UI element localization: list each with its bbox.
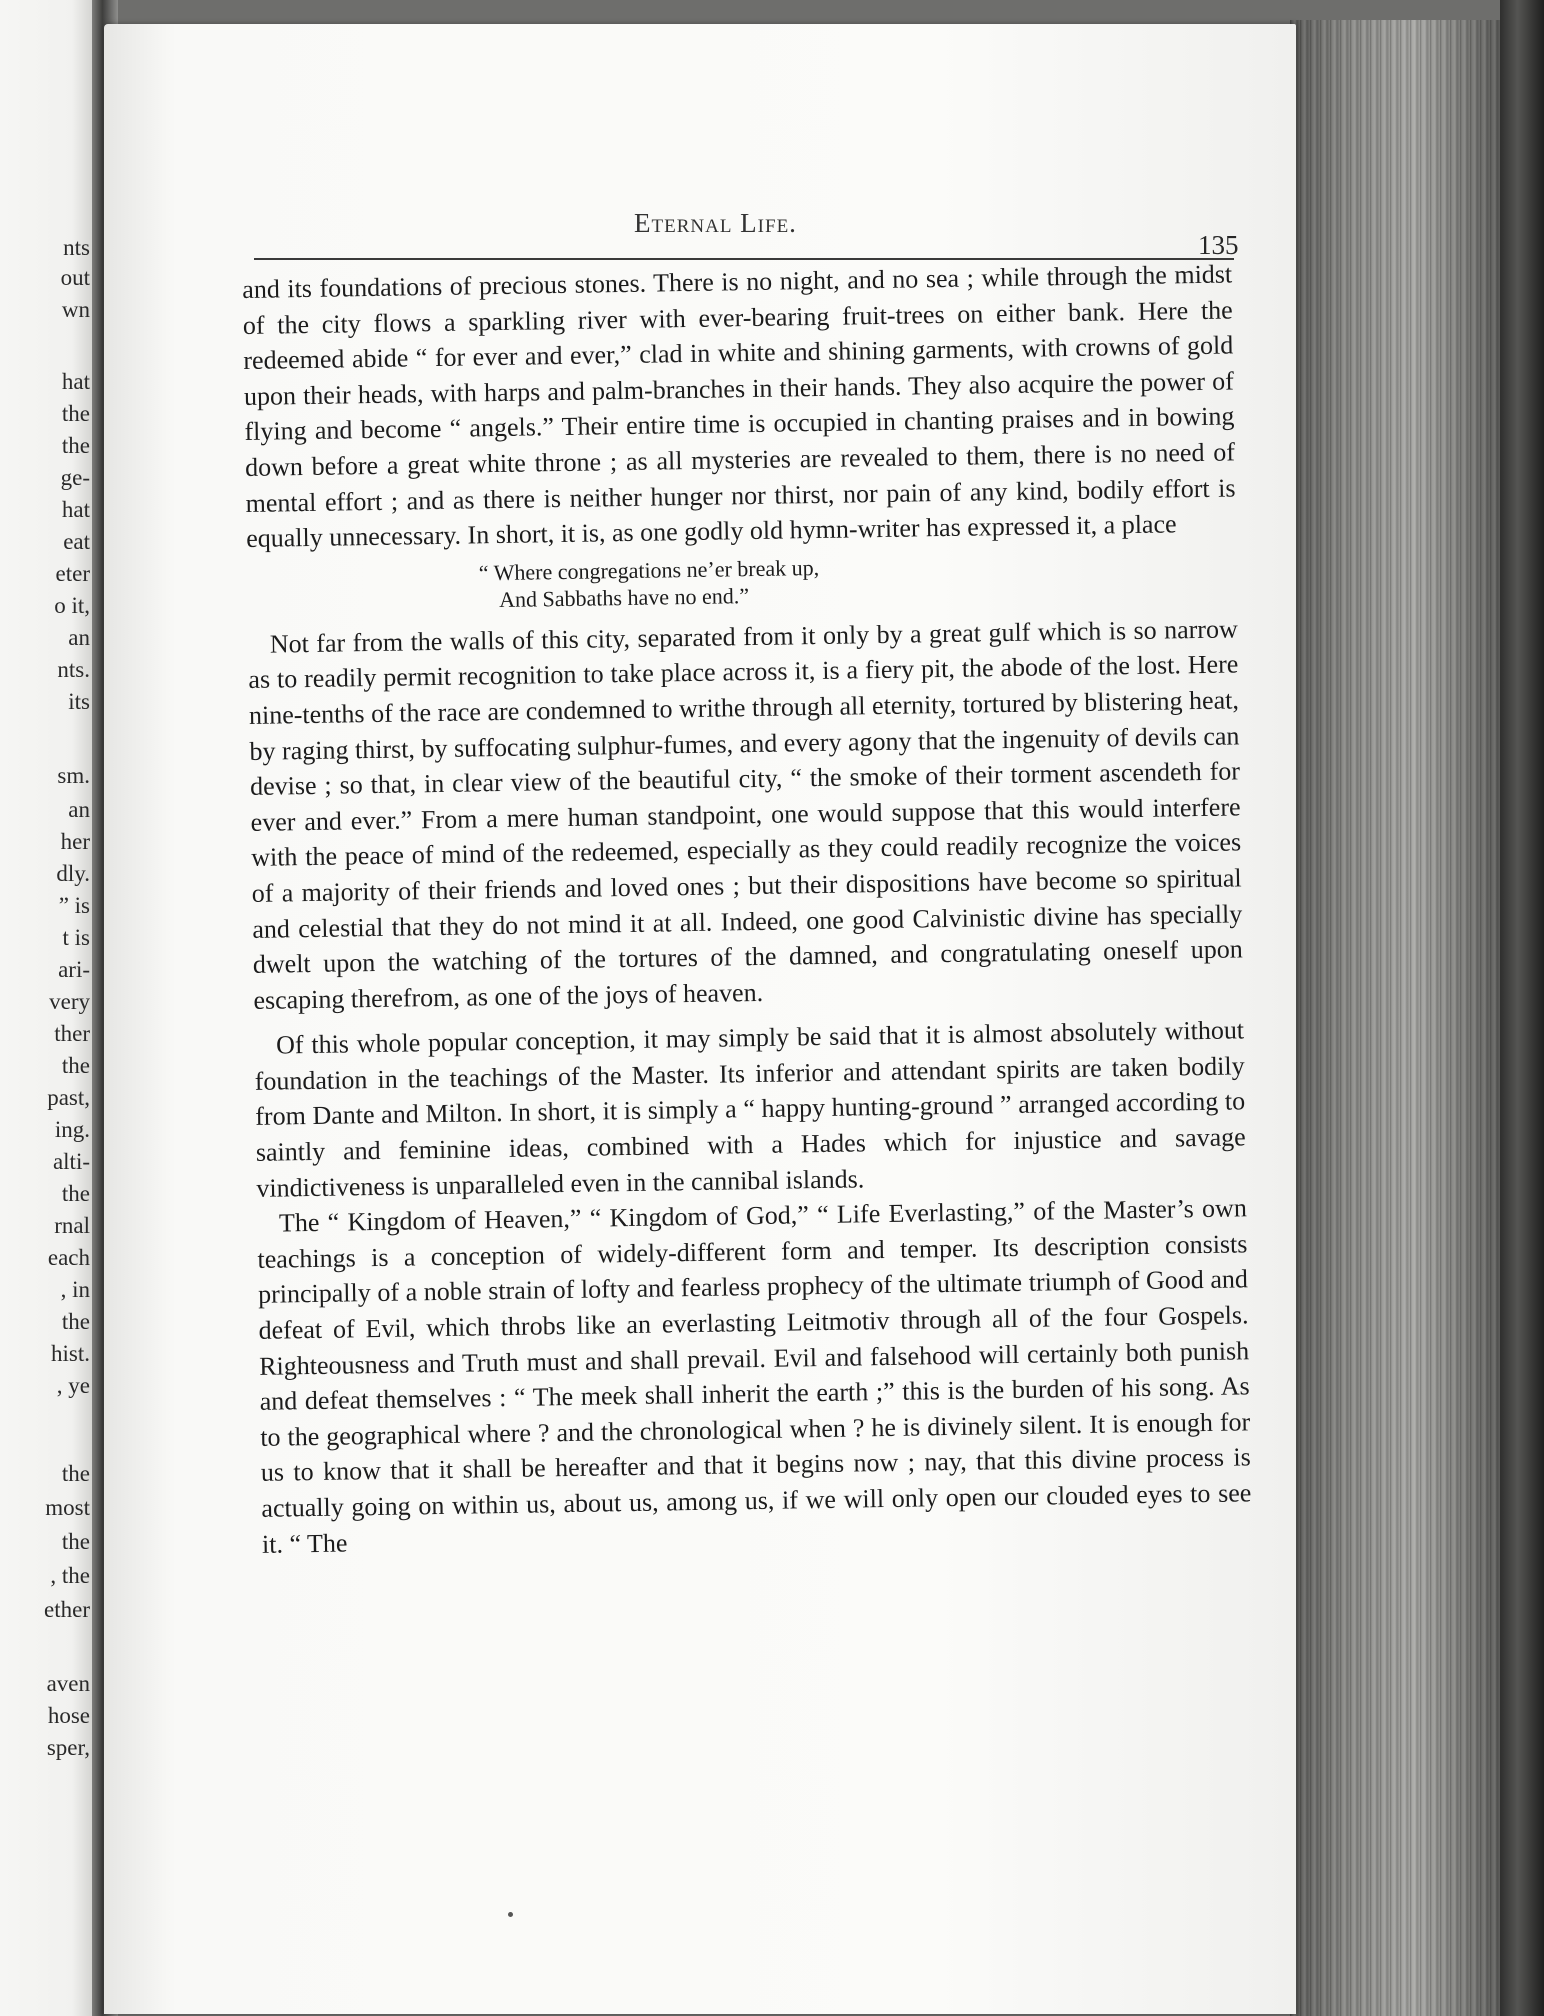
- paper-speck: [508, 1912, 513, 1917]
- left-page-fragment: o it,: [54, 593, 90, 618]
- left-page-fragment: an: [68, 625, 90, 650]
- body-paragraph: Not far from the walls of this city, separated from it only by a great gulf which is so narrow as to readily permit recognition to take place across it, is a fiery pit, the abode of the lost. Here nine-tenths of the race are condemned to writhe through all eternity, tortured by blistering heat, by raging thirst, by suffocating sulphur-fumes, and every agony that the ingenuity of devils can devise ; so that, in clear view of the beautiful city, “ the smoke of their torment ascendeth for ever and ever.” From a mere human standpoint, one would suppose that this would interfere with the peace of mind of the redeemed, especially as they could readily recognize the voices of a majority of their friends and loved ones ; but their dispositions have become so spiritual and celestial that they do not mind it at all. Indeed, one good Calvinistic divine has specially dwelt upon the watching of the tortures of the damned, and congratulating oneself upon escaping therefrom, as one of the joys of heaven.: [248, 614, 1243, 1015]
- left-page-fragment: the: [61, 433, 90, 458]
- left-page-fragment: t is: [62, 925, 90, 950]
- left-page-fragment: aven: [46, 1671, 90, 1696]
- left-page-fragment: an: [68, 797, 90, 822]
- left-page-fragment: hat: [61, 497, 90, 522]
- quote-line: And Sabbaths have no end.”: [498, 582, 750, 612]
- left-page-fragment: past,: [47, 1085, 90, 1110]
- body-paragraph: and its foundations of precious stones. There is no night, and no sea ; while through the midst of the city flows a sparkling river with ever-bearing fruit-trees on either bank. Here the redeemed abide “ for ever and ever,” clad in white and shining garments, with crowns of gold upon their heads, with harps and palm-branches in their hands. They also acquire the power of flying and become “ angels.” Their entire time is occupied in chanting praises and in bowing down before a great white throne ; as all mysteries are revealed to them, there is no need of mental effort ; and as there is neither hunger nor thirst, nor pain of any kind, bodily effort is equally unnecessary. In short, it is, as one godly old hymn-writer has expressed it, a place: [242, 259, 1236, 554]
- left-page-fragment: hose: [47, 1703, 90, 1728]
- left-page-fragment: , ye: [56, 1373, 90, 1398]
- page-edges-stack: [1290, 20, 1516, 2016]
- left-page-fragment: ” is: [58, 893, 90, 918]
- page-number: 135: [1198, 230, 1239, 260]
- body-paragraph: Of this whole popular conception, it may simply be said that it is almost absolutely without foundation in the teachings of the Master. Its inferior and attendant spirits are taken bodily from Dante and Milton. In short, it is simply a “ happy hunting-ground ” arranged according to saintly and feminine ideas, combined with a Hades which for injustice and savage vindictiveness is unparalleled even in the cannibal islands.: [254, 1015, 1246, 1203]
- verse-quote: [247, 547, 1238, 617]
- left-page-fragment: ing.: [54, 1117, 90, 1142]
- left-page-fragment: the: [61, 1529, 90, 1554]
- left-page-fragment: each: [47, 1245, 90, 1270]
- left-page-fragment: rnal: [54, 1213, 90, 1238]
- quote-line: “ Where congregations ne’er break up,: [478, 554, 820, 586]
- book-cover-edge: [1500, 0, 1544, 2016]
- left-page-fragment: the: [61, 1461, 90, 1486]
- left-page-fragment: ther: [54, 1021, 90, 1046]
- left-page-fragment: eter: [55, 561, 90, 586]
- body-paragraph: The “ Kingdom of Heaven,” “ Kingdom of God,” “ Life Everlasting,” of the Master’s own teachings is a conception of widely-different form and temper. Its description consists principally of a noble strain of lofty and fearless prophecy of the ultimate triumph of Good and defeat of Evil, which throbs like an everlasting Leitmotiv through all of the four Gospels. Righteousness and Truth must and shall prevail. Evil and falsehood will certainly both punish and defeat themselves : “ The meek shall inherit the earth ;” this is the burden of his song. As to the geographical where ? and the chronological when ? he is divinely silent. It is enough for us to know that it shall be hereafter and that it begins now ; nay, that this divine process is actually going on within us, about us, among us, if we will only open our clouded eyes to see it. “ The: [257, 1193, 1252, 1559]
- left-page-fragment: nts: [63, 235, 90, 260]
- page-body: [242, 256, 1252, 1562]
- left-page-fragment: wn: [61, 297, 90, 322]
- left-page-fragment: very: [49, 989, 90, 1014]
- left-page-fragment: the: [61, 1181, 90, 1206]
- left-page-fragment: ari-: [58, 957, 90, 982]
- left-page-fragment: most: [45, 1495, 90, 1520]
- left-page-fragment: dly.: [56, 861, 90, 886]
- left-page-fragment: , the: [50, 1563, 90, 1588]
- book-page: [104, 24, 1296, 2014]
- left-page-fragment: ge-: [60, 465, 90, 490]
- left-page-fragment: eat: [63, 529, 90, 554]
- left-page-fragment: , in: [60, 1277, 90, 1302]
- left-page-fragment: nts.: [57, 657, 90, 682]
- left-page-fragment: ether: [44, 1597, 90, 1622]
- left-page-fragment: hist.: [51, 1341, 90, 1366]
- left-page-fragment: alti-: [52, 1149, 90, 1174]
- left-page-fragment: the: [61, 1053, 90, 1078]
- left-page-fragment: the: [61, 1309, 90, 1334]
- left-page-fragment: sm.: [57, 763, 90, 788]
- left-page-fragment: hat: [61, 369, 90, 394]
- previous-page-edge: [0, 0, 96, 2016]
- left-page-fragment: the: [61, 401, 90, 426]
- left-page-fragment: sper,: [46, 1735, 90, 1760]
- left-page-fragment: out: [60, 265, 90, 290]
- left-page-fragment: her: [60, 829, 90, 854]
- running-head: Eternal Life.: [634, 208, 797, 238]
- left-page-fragment: its: [68, 689, 90, 714]
